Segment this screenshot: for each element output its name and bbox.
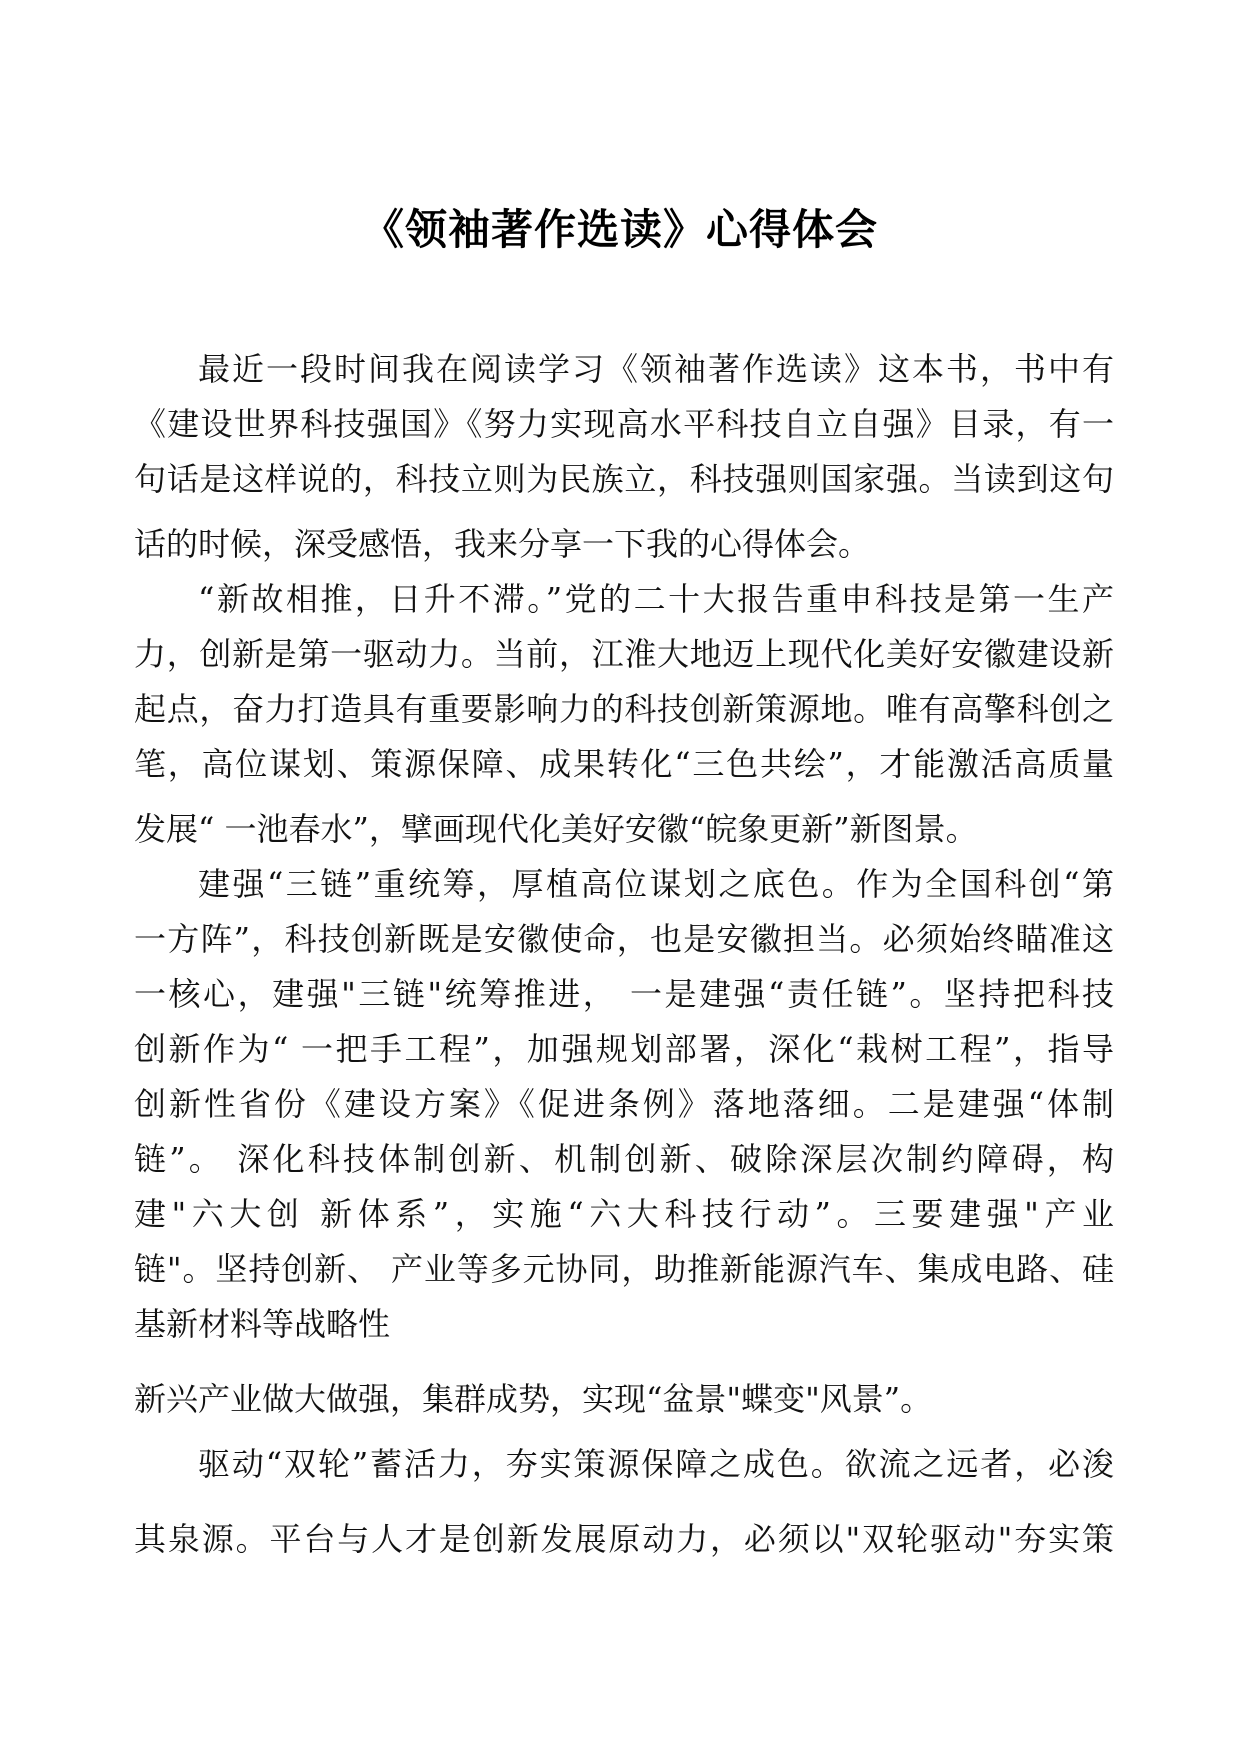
text-line: 力，创新是第一驱动力。当前，江淮大地迈上现代化美好安徽建设新 <box>134 635 1114 673</box>
text-line: 创新作为“ 一把手工程”，加强规划部署，深化“栽树工程”，指导 <box>134 1030 1114 1068</box>
text-line: 建强“三链”重统筹，厚植高位谋划之底色。作为全国科创“第 <box>198 865 1114 903</box>
document-title: 《领袖著作选读》心得体会 <box>361 205 878 254</box>
text-line: 话的时候，深受感悟，我来分享一下我的心得体会。 <box>134 525 871 563</box>
text-line: 链”。 深化科技体制创新、机制创新、破除深层次制约障碍，构 <box>134 1140 1114 1178</box>
text-line: 发展“ 一池春水”，擘画现代化美好安徽“皖象更新”新图景。 <box>134 810 978 848</box>
text-line: 其泉源。平台与人才是创新发展原动力，必须以"双轮驱动"夯实策 <box>134 1520 1114 1558</box>
text-line: 最近一段时间我在阅读学习《领袖著作选读》这本书，书中有 <box>198 350 1114 388</box>
text-line: 起点，奋力打造具有重要影响力的科技创新策源地。唯有高擎科创之 <box>134 690 1114 728</box>
text-line: 一方阵”，科技创新既是安徽使命，也是安徽担当。必须始终瞄准这 <box>134 920 1114 958</box>
text-line: 新兴产业做大做强，集群成势，实现“盆景"蝶变"风景”。 <box>134 1380 933 1418</box>
text-line: “新故相推，日升不滞。”党的二十大报告重申科技是第一生产 <box>198 580 1114 618</box>
text-line: 创新性省份《建设方案》《促进条例》落地落细。二是建强“体制 <box>134 1085 1114 1123</box>
text-line: 《建设世界科技强国》《努力实现高水平科技自立自强》目录，有一 <box>134 405 1114 443</box>
text-line: 一核心，建强"三链"统筹推进， 一是建强“责任链”。坚持把科技 <box>134 975 1114 1013</box>
text-line: 句话是这样说的，科技立则为民族立，科技强则国家强。当读到这句 <box>134 460 1114 498</box>
text-line: 基新材料等战略性 <box>134 1305 391 1343</box>
text-line: 建"六大创 新体系”，实施“六大科技行动”。三要建强"产业 <box>134 1195 1114 1233</box>
text-line: 链"。坚持创新、 产业等多元协同，助推新能源汽车、集成电路、硅 <box>134 1250 1114 1288</box>
text-line: 笔，高位谋划、策源保障、成果转化“三色共绘”，才能激活高质量 <box>134 745 1114 783</box>
text-line: 驱动“双轮”蓄活力，夯实策源保障之成色。欲流之远者，必浚 <box>198 1445 1114 1483</box>
